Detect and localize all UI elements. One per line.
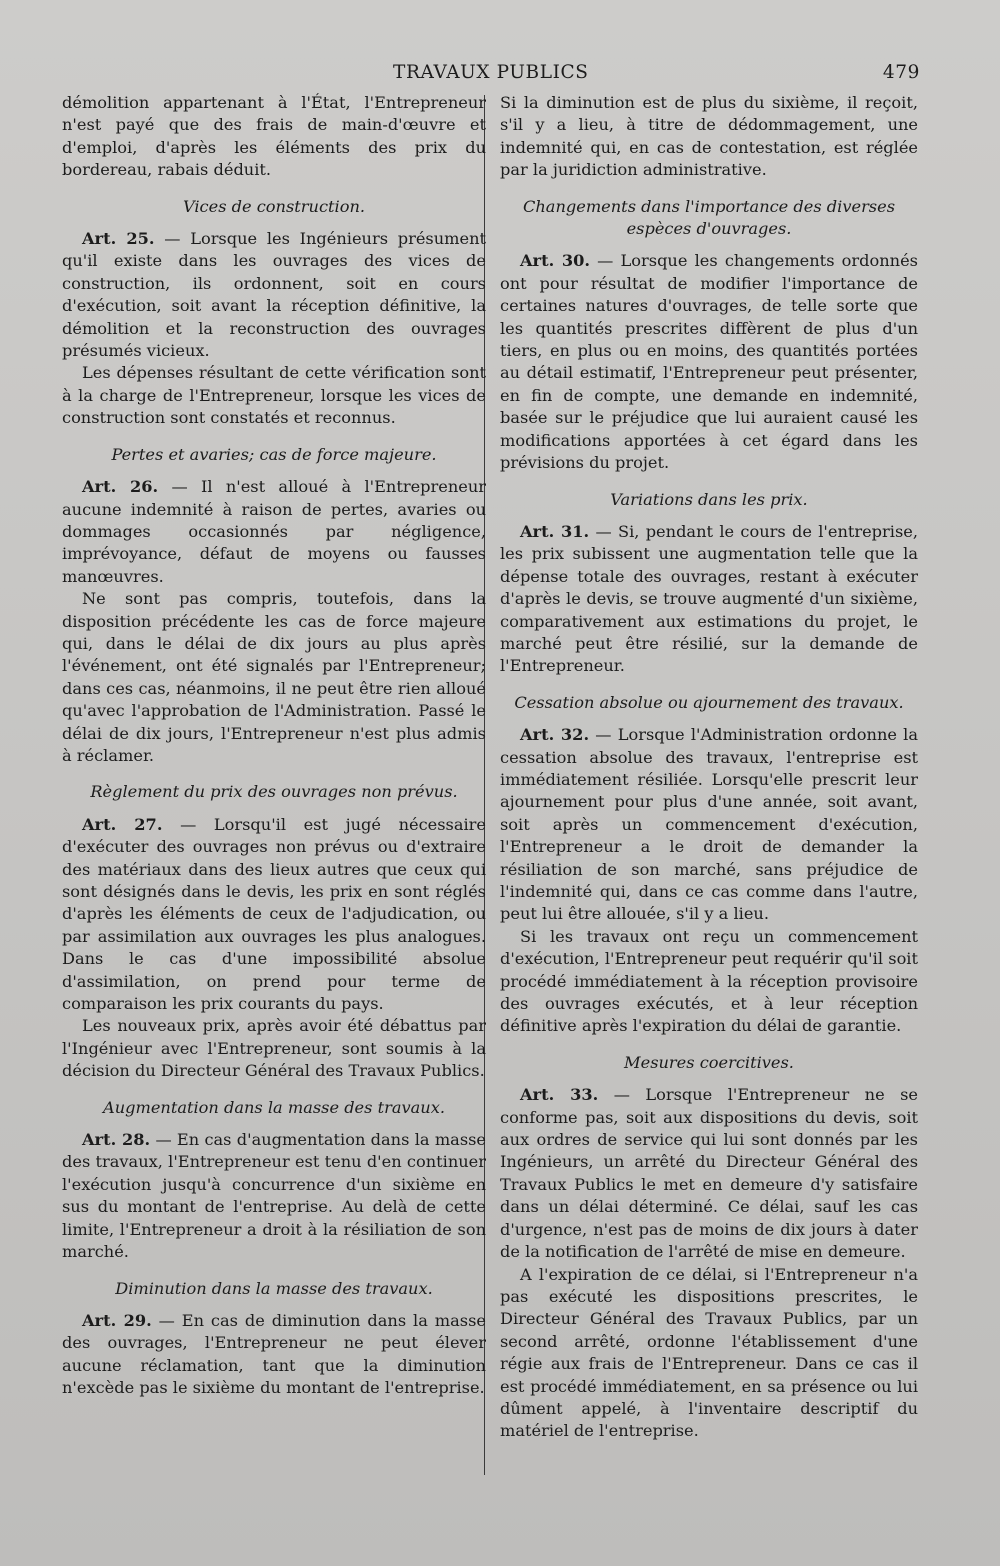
article-label: Art. 29. — [82, 1310, 152, 1330]
article-27 — [62, 814, 486, 1016]
article-text: — Lorsque les Ingénieurs présument qu'il existe dans les ouvrages des vices de construction, ils ordonnent, soit en cours d'exécution, soit avant la réception définitive, la démolition et la reconstruction des ouvrages présumés vicieux. — [62, 229, 487, 361]
article-26 — [62, 476, 486, 588]
article-label: Art. 26. — [82, 477, 159, 497]
article-29 — [62, 1310, 486, 1400]
article-text: — Si, pendant le cours de l'entreprise, les prix subissent une augmentation telle que la dépense totale des ouvrages, restant à exécuter d'après le devis, se trouve augmenté d'un sixième, comparativement aux estimations du projet, le marché peut être résilié, sur la demande de l'Entrepreneur. — [500, 521, 918, 676]
right-column — [500, 92, 918, 1443]
section-heading-pertes: Pertes et avaries; cas de force majeure. — [111, 444, 437, 464]
section-heading-mesures: Mesures coercitives. — [624, 1052, 794, 1072]
left-column — [62, 92, 486, 1400]
running-head — [0, 60, 1000, 86]
article-label: Art. 32. — [520, 725, 590, 745]
paragraph: Ne sont pas compris, toutefois, dans la disposition précédente les cas de force majeure qui, dans le délai de dix jours au plus après l'événement, ont été signalés par l'Entrepreneur; dans ces cas, néanmoins, il ne peut être rien alloué qu'avec l'approbation de l'Administration. Passé le délai de dix jours, l'Entrepreneur n'est plus admis à réclamer. — [62, 589, 486, 765]
article-text: — Lorsque les changements ordonnés ont pour résultat de modifier l'importance de certaines natures d'ouvrages, de telle sorte que les quantités prescrites diffèrent de plus d'un tiers, en plus ou en moins, des quantités portées au détail estimatif, l'Entrepreneur peut présenter, en fin de compte, une demande en indemnité, basée sur le préjudice que lui auraient causé les modifications apportées à cet égard dans les prévisions du projet. — [500, 251, 918, 473]
paragraph: démolition appartenant à l'État, l'Entrepreneur n'est payé que des frais de main-d'œuvre et d'emploi, d'après les éléments des prix du bordereau, rabais déduit. — [62, 93, 486, 180]
page-number: 479 — [882, 62, 920, 83]
article-30 — [500, 250, 918, 474]
article-text: — Lorsqu'il est jugé nécessaire d'exécuter des ouvrages non prévus ou d'extraire des matériaux dans des lieux autres que ceux qui sont désignés dans le devis, les prix en sont réglés d'après les éléments de ceux de l'adjudication, ou par assimilation aux ouvrages les plus analogues. Dans le cas d'une impossibilité absolue d'assimilation, on prend pour terme de comparaison les prix courants du pays. — [62, 814, 486, 1014]
section-heading-augmentation: Augmentation dans la masse des travaux. — [103, 1097, 445, 1117]
paragraph: Si les travaux ont reçu un commencement d'exécution, l'Entrepreneur peut requérir qu'il soit procédé immédiatement à la réception provisoire des ouvrages exécutés, et à leur réception définitive après l'expiration du délai de garantie. — [500, 926, 918, 1036]
article-text: — En cas de diminution dans la masse des ouvrages, l'Entrepreneur ne peut élever aucune réclamation, tant que la diminution n'excède pas le sixième du montant de l'entreprise. — [62, 1310, 486, 1398]
running-title: TRAVAUX PUBLICS — [393, 62, 589, 83]
article-32 — [500, 724, 918, 926]
section-heading-diminution: Diminution dans la masse des travaux. — [115, 1278, 433, 1298]
article-28 — [62, 1129, 486, 1263]
paragraph: Les nouveaux prix, après avoir été débattus par l'Ingénieur avec l'Entrepreneur, sont soumis à la décision du Directeur Général des Travaux Publics. — [62, 1016, 486, 1081]
article-label: Art. 28. — [82, 1130, 151, 1150]
article-text: — Il n'est alloué à l'Entrepreneur aucune indemnité à raison de pertes, avaries ou dommages occasionnés par négligence, imprévoyance, défaut de moyens ou fausses manœuvres. — [62, 477, 486, 586]
section-heading-changements: Changements dans l'importance des diverses espèces d'ouvrages. — [523, 196, 895, 239]
article-text: — En cas d'augmentation dans la masse des travaux, l'Entrepreneur est tenu d'en continuer l'exécution jusqu'à concurrence d'un sixième en sus du montant de l'entreprise. Au delà de cette limite, l'Entrepreneur a droit à la résiliation de son marché. — [62, 1130, 487, 1262]
paragraph: A l'expiration de ce délai, si l'Entrepreneur n'a pas exécuté les dispositions prescrites, le Directeur Général des Travaux Publics, par un second arrêté, ordonne l'établissement d'une régie aux frais de l'Entrepreneur. Dans ce cas il est procédé immédiatement, en sa présence ou lui dûment appelé, à l'inventaire descriptif du matériel de l'entreprise. — [500, 1264, 918, 1441]
article-label: Art. 27. — [82, 814, 163, 834]
article-label: Art. 25. — [82, 229, 155, 249]
section-heading-cessation: Cessation absolue ou ajournement des travaux. — [514, 692, 904, 712]
article-text: — Lorsque l'Administration ordonne la cessation absolue des travaux, l'entreprise est immédiatement résiliée. Lorsqu'elle prescrit leur ajournement pour plus d'une année, soit avant, soit après un commencement d'exécution, l'Entrepreneur a le droit de demander la résiliation de son marché, sans préjudice de l'indemnité qui, dans ce cas comme dans l'autre, peut lui être allouée, s'il y a lieu. — [500, 725, 918, 924]
section-heading-variations: Variations dans les prix. — [610, 489, 808, 509]
article-label: Art. 30. — [520, 251, 591, 271]
section-heading-vices: Vices de construction. — [182, 196, 366, 216]
section-heading-reglement: Règlement du prix des ouvrages non prévus. — [90, 782, 458, 802]
article-label: Art. 31. — [520, 521, 590, 541]
paragraph: Si la diminution est de plus du sixième, il reçoit, s'il y a lieu, à titre de dédommagement, une indemnité qui, en cas de contestation, est réglée par la juridiction administrative. — [500, 93, 918, 180]
article-33 — [500, 1084, 918, 1263]
article-25 — [62, 228, 486, 362]
article-text: — Lorsque l'Entrepreneur ne se conforme pas, soit aux dispositions du devis, soit aux ordres de service qui lui sont donnés par les Ingénieurs, un arrêté du Directeur Général des Travaux Publics le met en demeure d'y satisfaire dans un délai déterminé. Ce délai, sauf les cas d'urgence, n'est pas de moins de dix jours à dater de la notification de l'arrêté de mise en demeure. — [500, 1085, 918, 1262]
paragraph: Les dépenses résultant de cette vérification sont à la charge de l'Entrepreneur, lorsque les vices de construction sont constatés et reconnus. — [62, 363, 486, 428]
article-label: Art. 33. — [520, 1085, 599, 1105]
article-31 — [500, 521, 918, 678]
